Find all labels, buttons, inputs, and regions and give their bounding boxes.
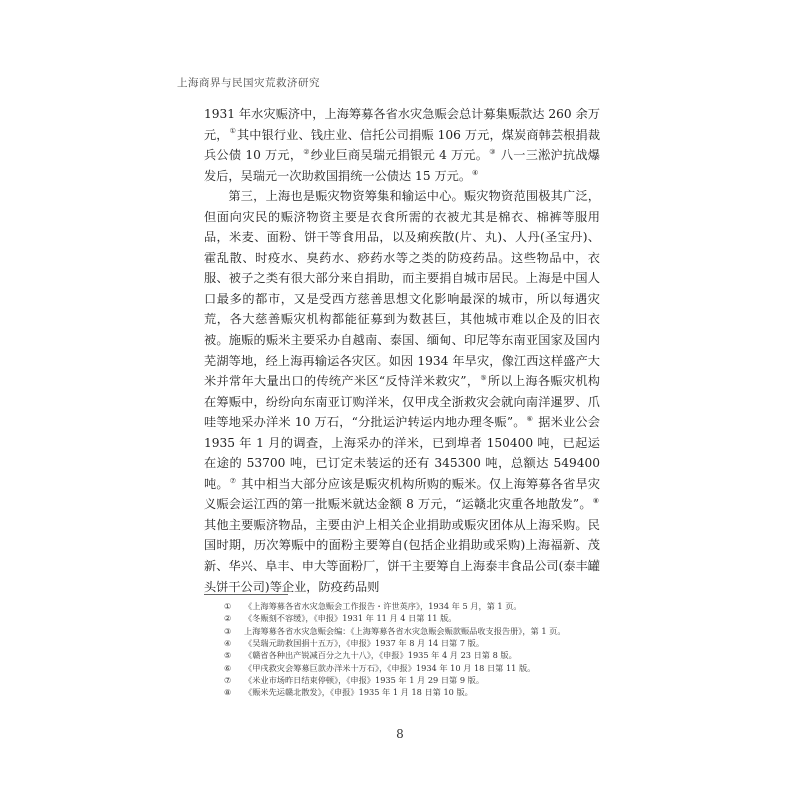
footnote-number: ③ xyxy=(224,625,232,636)
footnote-number: ⑤ xyxy=(224,650,232,661)
footnote-number: ② xyxy=(224,613,232,624)
paragraph-1-text: 1931 年水灾赈济中，上海筹募各省水灾急赈会总计募集赈款达 260 余万元， xyxy=(204,107,600,142)
footnote-item xyxy=(224,637,600,649)
footnote-item xyxy=(224,625,600,637)
footnote-number: ⑦ xyxy=(224,675,232,686)
footnote-ref-5[interactable]: ⑤ xyxy=(480,374,487,383)
body-text xyxy=(204,104,600,597)
paragraph-1-text: 八一三淞沪抗战爆发后，吴瑞元一次助救国捐统一公债达 15 万元。 xyxy=(204,148,600,183)
footnote-item xyxy=(224,612,600,624)
paragraph-1-text: 其中银行业、钱庄业、信托公司捐赈 106 万元，煤炭商韩芸根捐裁兵公债 10 万元， xyxy=(204,127,601,163)
footnote-ref-4[interactable]: ④ xyxy=(472,168,479,177)
footnote-text: 《甲戌救灾会筹募巨款办洋米十万石》，《申报》1934 年 10 月 18 日第 11 版。 xyxy=(244,662,536,673)
footnote-text: 《赣省各种出产锐减百分之九十八》，《申报》1935 年 4 月 23 日第 8 版。 xyxy=(244,650,517,661)
paragraph-2-text: 据米业公会 1935 年 1 月的调查，上海采办的洋米，已到埠者 150400 吨，已起运在途的 53700 吨，已订定未装运的还有 345300 吨，总额达 549400 吨。 xyxy=(204,415,600,491)
footnote-text: 《赈米先运赣北散发》，《申报》1935 年 1 月 18 日第 10 版。 xyxy=(244,687,473,698)
footnote-item xyxy=(224,649,600,661)
footnote-item xyxy=(224,686,600,698)
footnote-text: 《吴瑞元助救国捐十五万》，《申报》1937 年 8 月 14 日第 7 版。 xyxy=(244,638,485,649)
footnote-item xyxy=(224,600,600,612)
footnote-number: ① xyxy=(224,601,232,611)
footnote-divider xyxy=(204,594,288,595)
footnote-ref-2[interactable]: ② xyxy=(303,148,310,157)
footnote-number: ⑧ xyxy=(224,687,232,698)
footnote-text: 《米业市场昨日结束停顿》，《申报》1935 年 1 月 29 日第 9 版。 xyxy=(244,675,485,686)
footnote-text: 《上海筹募各省水灾急赈会工作报告・许世英序》，1934 年 5 月，第 1 页。 xyxy=(244,601,522,611)
paragraph-2-text: 所以上海各赈灾机构在筹赈中，纷纷向东南亚订购洋米，仅甲戌全浙救灾会就向南洋暹罗、爪哇等地采办洋米 10 万石，“分批运沪转运内地办理冬赈”。 xyxy=(204,374,600,430)
running-head: 上海商界与民国灾荒救济研究 xyxy=(177,77,320,89)
footnote-item xyxy=(224,674,600,686)
footnote-ref-7[interactable]: ⑦ xyxy=(229,476,237,485)
footnote-ref-6[interactable]: ⑥ xyxy=(526,415,534,424)
footnotes xyxy=(224,600,600,699)
paragraph-2-text: 其他主要赈济物品，主要由沪上相关企业捐助或赈灾团体从上海采购。民国时期，历次筹赈中的面粉主要筹自(包括企业捐助或采购)上海福新、茂新、华兴、阜丰、申大等面粉厂，饼干主要筹自上海泰丰食品公司(泰丰罐头饼干公司)等企业，防疫药品则 xyxy=(204,517,600,594)
footnote-ref-8[interactable]: ⑧ xyxy=(592,497,599,506)
footnote-text: 上海筹募各省水灾急赈会编：《上海筹募各省水灾急赈会赈款赈品收支报告册》，第 1 页。 xyxy=(244,625,566,636)
paragraph-2 xyxy=(204,186,600,597)
footnote-text: 《冬赈刻不容缓》，《申报》1931 年 11 月 4 日第 11 版。 xyxy=(244,613,457,624)
page-number: 8 xyxy=(396,727,404,741)
paragraph-1 xyxy=(204,104,600,186)
footnote-ref-1[interactable]: ① xyxy=(229,127,236,136)
paragraph-1-text: 纱业巨商吴瑞元捐银元 4 万元。 xyxy=(310,148,489,163)
paragraph-2-text: 第三，上海也是赈灾物资筹集和输运中心。赈灾物资范围极其广泛，但面向灾民的赈济物资主要是衣食所需的衣被尤其是棉衣、棉裤等服用品，米麦、面粉、饼干等食用品，以及痢疾散(片、丸)、人丹(圣宝丹)、霍乱散、时疫水、臭药水、痧药水等之类的防疫药品。这些物品中，衣服、被子之类有很大部分来自捐助，而主要捐自城市居民。上海是中国人口最多的都市，又是受西方慈善思想文化影响最深的城市，所以每遇灾荒，各大慈善赈灾机构都能征募到为数甚巨，其他城市难以企及的旧衣被。施赈的赈米主要采办自越南、泰国、缅甸、印尼等东南亚国家及国内芜湖等地，经上海再输运各灾区。如因 1934 年旱灾，像江西这样盛产大米并常年大量出口的传统产米区“反恃洋米救灾”， xyxy=(204,189,600,389)
footnote-number: ⑥ xyxy=(224,662,232,673)
footnote-ref-3[interactable]: ③ xyxy=(489,148,496,157)
footnote-number: ④ xyxy=(224,638,232,649)
footnote-item xyxy=(224,662,600,674)
paragraph-2-text: 其中相当大部分应该是赈灾机构所购的赈米。仅上海筹募各省旱灾义赈会运江西的第一批赈米就达金额 8 万元，“运赣北灾重各地散发”。 xyxy=(204,476,601,512)
